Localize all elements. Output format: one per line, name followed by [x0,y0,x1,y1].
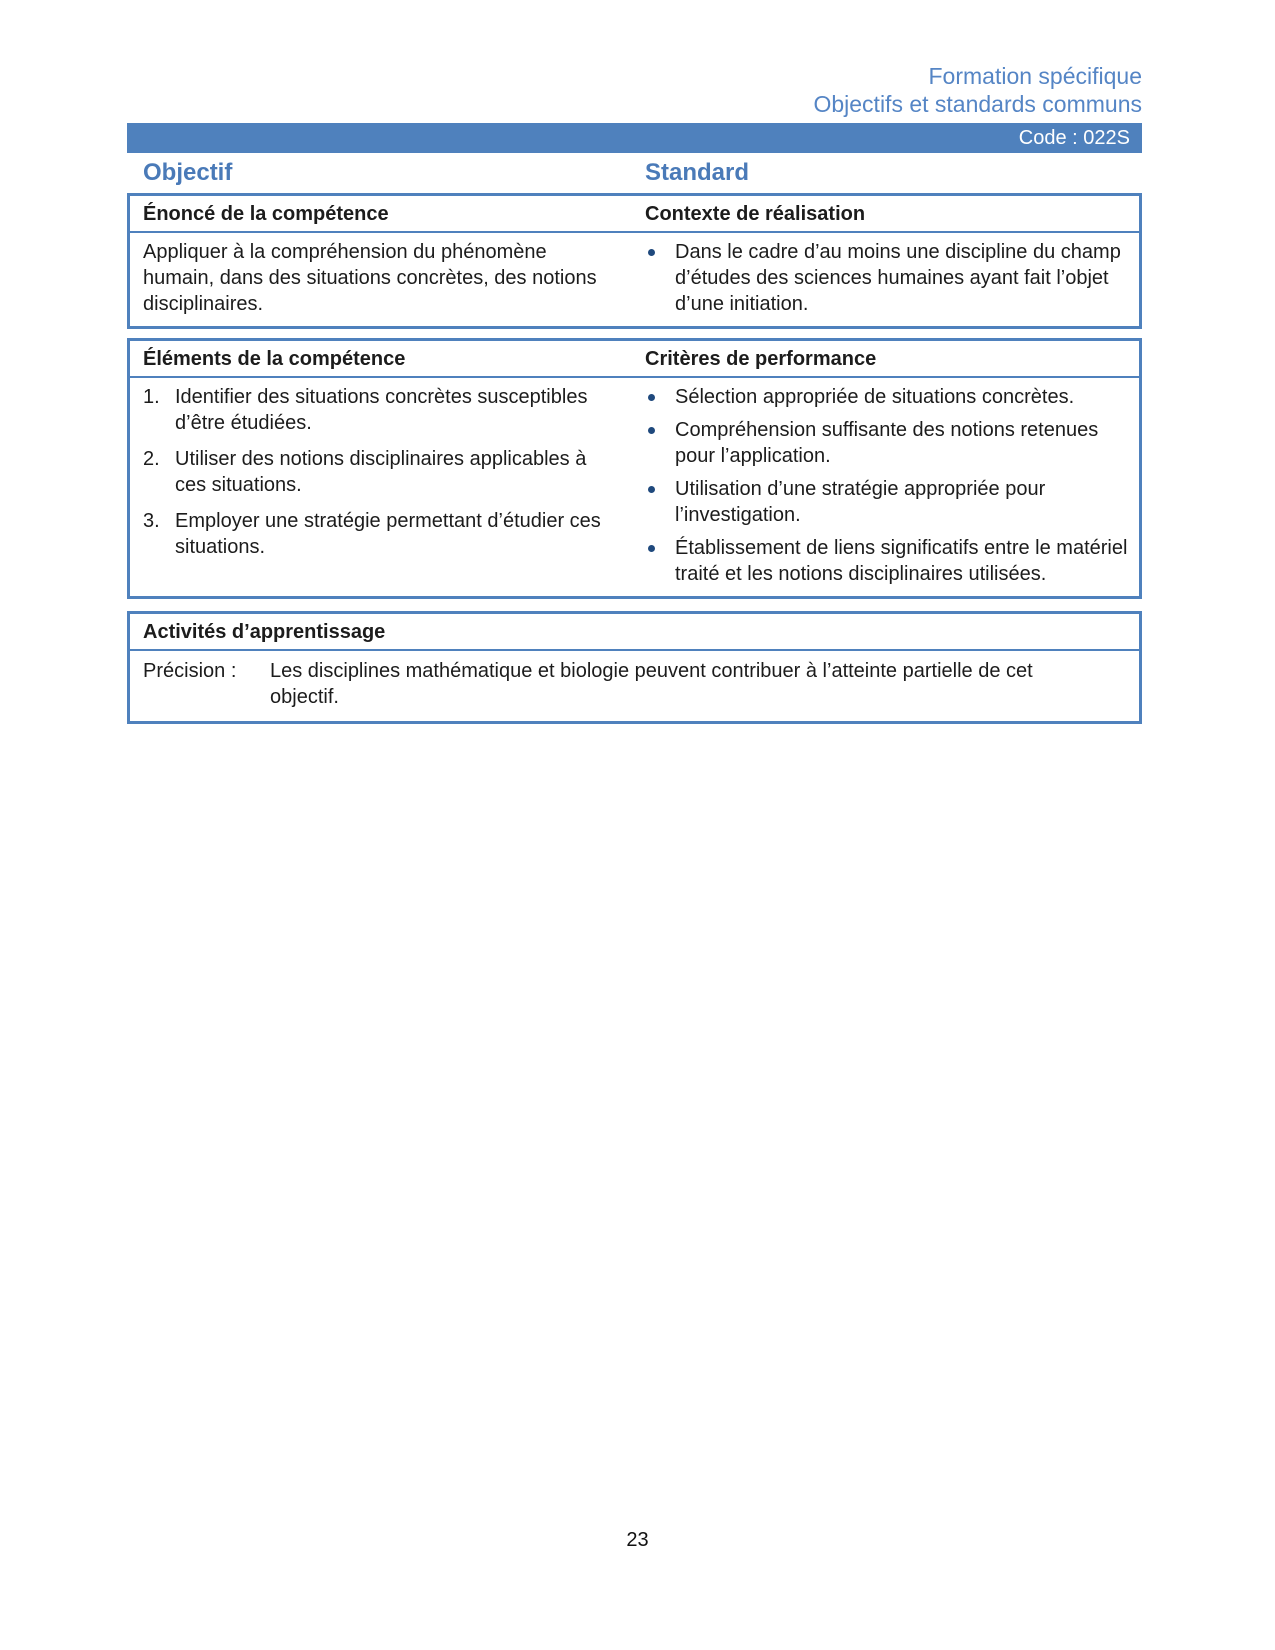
numbered-list-item [143,508,621,560]
bullet-marker [645,476,675,528]
item-text: Utiliser des notions disciplinaires applicables à ces situations. [175,448,587,496]
bullet-marker [645,535,675,587]
elements-numbered-list [143,384,621,560]
contexte-header: Contexte de réalisation [645,203,866,225]
elements-cell [130,384,645,587]
elements-criteres-body-row [130,378,1139,596]
objectif-title: Objectif [143,159,233,186]
precision-text: Les disciplines mathématique et biologie peuvent contribuer à l’atteinte partielle de cet objectif. [270,660,1033,708]
bullet-list-item [645,239,1129,317]
bullet-list-item [645,476,1129,528]
item-text: Employer une stratégie permettant d’étudier ces situations. [175,510,601,558]
enonce-contexte-table [127,193,1142,329]
elements-header: Éléments de la compétence [143,348,406,370]
standard-title: Standard [645,159,750,186]
bullet-marker [645,239,675,317]
running-header [127,0,1142,118]
item-text: Identifier des situations concrètes susceptibles d’être étudiées. [175,386,588,434]
bullet-text: Sélection appropriée de situations concrètes. [675,386,1075,408]
elements-criteres-table [127,338,1142,599]
criteres-bullet-list [645,384,1129,587]
criteres-cell [645,384,1139,587]
running-header-line2: Objectifs et standards communs [813,91,1142,117]
code-label: Code : 022S [1018,127,1130,149]
code-bar [127,123,1142,153]
numbered-list-item [143,446,621,498]
activites-header-row [130,614,1139,651]
page-content [127,0,1142,724]
bullet-text: Compréhension suffisante des notions retenues pour l’application. [675,419,1099,467]
bullet-list-item [645,417,1129,469]
contexte-bullet-list [645,239,1129,317]
enonce-header: Énoncé de la compétence [143,203,389,225]
bullet-text: Établissement de liens significatifs entre le matériel traité et les notions disciplinaires utilisées. [675,537,1128,585]
precision-label: Précision : [143,660,237,682]
bullet-text: Utilisation d’une stratégie appropriée pour l’investigation. [675,478,1046,526]
criteres-header: Critères de performance [645,348,877,370]
enonce-contexte-header-row [130,196,1139,233]
column-titles [127,153,1142,193]
numbered-list-item [143,384,621,436]
bullet-list-item [645,384,1129,410]
elements-criteres-header-row [130,341,1139,378]
running-header-line1: Formation spécifique [928,63,1142,89]
bullet-text: Dans le cadre d’au moins une discipline du champ d’études des sciences humaines ayant fait l’objet d’une initiation. [675,241,1121,315]
enonce-contexte-body-row [130,233,1139,326]
enonce-cell [130,239,645,317]
bullet-marker [645,384,675,410]
precision-row [130,651,1139,721]
bullet-list-item [645,535,1129,587]
activites-header: Activités d’apprentissage [143,621,386,643]
competence-statement: Appliquer à la compréhension du phénomène humain, dans des situations concrètes, des notions disciplinaires. [143,241,597,315]
item-number: 2. [143,448,160,470]
bullet-marker [645,417,675,469]
item-number: 1. [143,386,160,408]
page-number: 23 [626,1529,649,1551]
item-number: 3. [143,510,160,532]
contexte-cell [645,239,1139,317]
activites-table [127,611,1142,724]
